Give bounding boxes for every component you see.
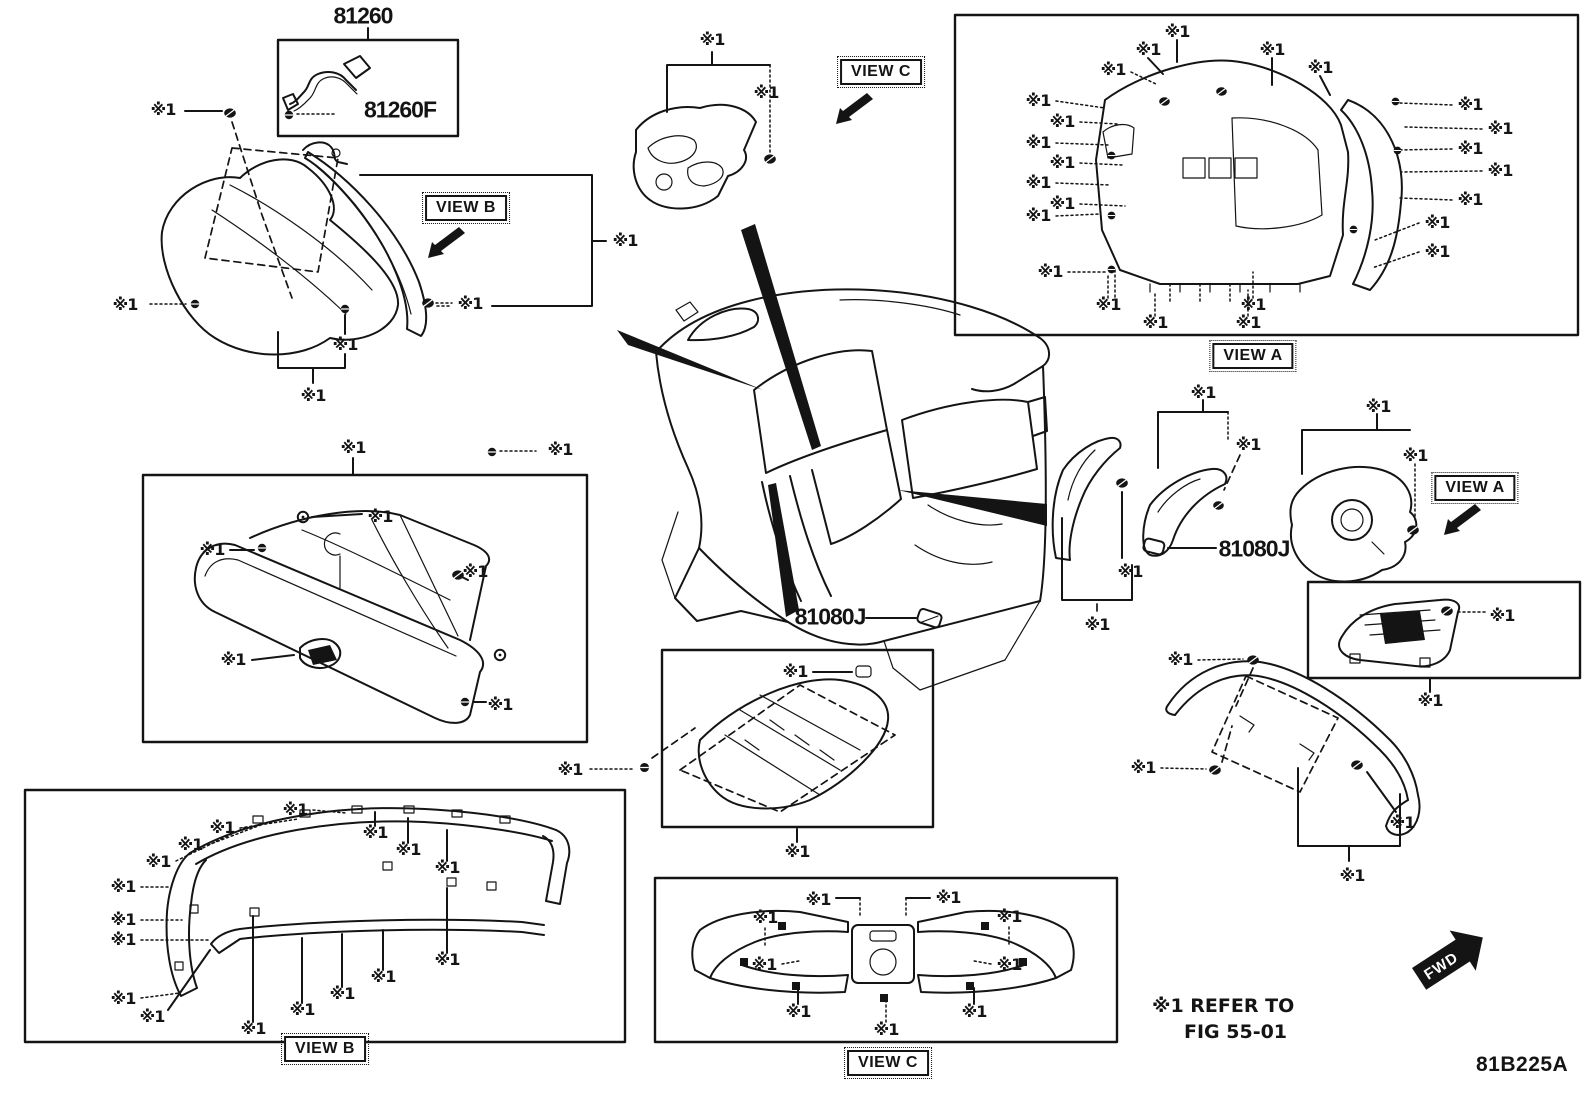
ref-marker: ※1 bbox=[289, 1000, 315, 1019]
ref-marker: ※1 bbox=[1037, 262, 1063, 281]
ref-marker: ※1 bbox=[1117, 562, 1143, 581]
ref-marker: ※1 bbox=[1457, 95, 1483, 114]
ref-marker: ※1 bbox=[1167, 650, 1193, 669]
ref-marker: ※1 bbox=[752, 908, 778, 927]
ref-marker: ※1 bbox=[996, 955, 1022, 974]
view-label: VIEW A bbox=[1212, 343, 1293, 369]
ref-marker: ※1 bbox=[1487, 119, 1513, 138]
ref-marker: ※1 bbox=[873, 1020, 899, 1039]
ref-marker: ※1 bbox=[1130, 758, 1156, 777]
ref-marker: ※1 bbox=[996, 907, 1022, 926]
ref-marker: ※1 bbox=[300, 386, 326, 405]
ref-marker: ※1 bbox=[209, 818, 235, 837]
ref-marker: ※1 bbox=[395, 840, 421, 859]
ref-marker: ※1 bbox=[547, 440, 573, 459]
part-number-label: 81080J bbox=[794, 603, 866, 630]
ref-marker: ※1 bbox=[457, 294, 483, 313]
ref-marker: ※1 bbox=[1417, 691, 1443, 710]
view-label: VIEW B bbox=[425, 195, 507, 221]
ref-marker: ※1 bbox=[1049, 194, 1075, 213]
ref-marker: ※1 bbox=[1049, 153, 1075, 172]
ref-marker: ※1 bbox=[199, 540, 225, 559]
ref-marker: ※1 bbox=[370, 967, 396, 986]
ref-marker: ※1 bbox=[282, 800, 308, 819]
ref-marker: ※1 bbox=[434, 950, 460, 969]
ref-marker: ※1 bbox=[240, 1019, 266, 1038]
ref-marker: ※1 bbox=[935, 888, 961, 907]
ref-marker: ※1 bbox=[110, 910, 136, 929]
figure-code: 81B225A bbox=[1476, 1053, 1569, 1076]
ref-marker: ※1 bbox=[785, 1002, 811, 1021]
part-number-label: 81260 bbox=[333, 2, 393, 29]
ref-marker: ※1 bbox=[462, 562, 488, 581]
ref-marker: ※1 bbox=[1084, 615, 1110, 634]
view-label: VIEW B bbox=[284, 1036, 366, 1062]
ref-marker: ※1 bbox=[784, 842, 810, 861]
ref-marker: ※1 bbox=[487, 695, 513, 714]
ref-marker: ※1 bbox=[1489, 606, 1515, 625]
ref-marker: ※1 bbox=[1164, 22, 1190, 41]
ref-marker: ※1 bbox=[782, 662, 808, 681]
ref-marker: ※1 bbox=[367, 507, 393, 526]
ref-marker: ※1 bbox=[1339, 866, 1365, 885]
ref-marker: ※1 bbox=[110, 989, 136, 1008]
ref-marker: ※1 bbox=[110, 930, 136, 949]
ref-marker: ※1 bbox=[751, 955, 777, 974]
ref-marker: ※1 bbox=[139, 1007, 165, 1026]
ref-marker: ※1 bbox=[1259, 40, 1285, 59]
view-label: VIEW C bbox=[840, 59, 922, 85]
part-number-label: 81260F bbox=[363, 96, 437, 123]
footnote bbox=[1152, 994, 1294, 1045]
ref-marker: ※1 bbox=[1049, 112, 1075, 131]
ref-marker: ※1 bbox=[220, 650, 246, 669]
ref-marker: ※1 bbox=[112, 295, 138, 314]
ref-marker: ※1 bbox=[332, 335, 358, 354]
ref-marker: ※1 bbox=[805, 890, 831, 909]
fwd-label: FWD bbox=[1421, 948, 1462, 984]
ref-marker: ※1 bbox=[1457, 190, 1483, 209]
ref-marker: ※1 bbox=[434, 858, 460, 877]
ref-marker: ※1 bbox=[1025, 133, 1051, 152]
ref-marker: ※1 bbox=[1307, 58, 1333, 77]
ref-marker: ※1 bbox=[753, 83, 779, 102]
ref-marker: ※1 bbox=[1487, 161, 1513, 180]
ref-marker: ※1 bbox=[177, 835, 203, 854]
ref-marker: ※1 bbox=[329, 984, 355, 1003]
ref-marker: ※1 bbox=[557, 760, 583, 779]
ref-marker: ※1 bbox=[362, 823, 388, 842]
ref-marker: ※1 bbox=[145, 852, 171, 871]
ref-marker: ※1 bbox=[1240, 295, 1266, 314]
view-label: VIEW C bbox=[847, 1050, 929, 1076]
ref-marker: ※1 bbox=[1424, 242, 1450, 261]
ref-marker: ※1 bbox=[340, 438, 366, 457]
ref-marker: ※1 bbox=[1025, 206, 1051, 225]
part-number-label: 81080J bbox=[1218, 535, 1290, 562]
view-label: VIEW A bbox=[1434, 475, 1515, 501]
ref-marker: ※1 bbox=[612, 231, 638, 250]
ref-marker: ※1 bbox=[1025, 173, 1051, 192]
ref-marker: ※1 bbox=[1025, 91, 1051, 110]
ref-marker: ※1 bbox=[1365, 397, 1391, 416]
ref-marker: ※1 bbox=[1095, 295, 1121, 314]
ref-marker: ※1 bbox=[1100, 60, 1126, 79]
ref-marker: ※1 bbox=[1235, 313, 1261, 332]
ref-marker: ※1 bbox=[699, 30, 725, 49]
footnote-line1: ※1 REFER TO bbox=[1152, 995, 1295, 1017]
ref-marker: ※1 bbox=[1389, 813, 1415, 832]
ref-marker: ※1 bbox=[1190, 383, 1216, 402]
ref-marker: ※1 bbox=[961, 1002, 987, 1021]
ref-marker: ※1 bbox=[1235, 435, 1261, 454]
ref-marker: ※1 bbox=[1142, 313, 1168, 332]
ref-marker: ※1 bbox=[1402, 446, 1428, 465]
footnote-line2: FIG 55-01 bbox=[1184, 1020, 1288, 1043]
ref-marker: ※1 bbox=[110, 877, 136, 896]
ref-marker: ※1 bbox=[1457, 139, 1483, 158]
ref-marker: ※1 bbox=[1135, 40, 1161, 59]
ref-marker: ※1 bbox=[1424, 213, 1450, 232]
ref-marker: ※1 bbox=[150, 100, 176, 119]
